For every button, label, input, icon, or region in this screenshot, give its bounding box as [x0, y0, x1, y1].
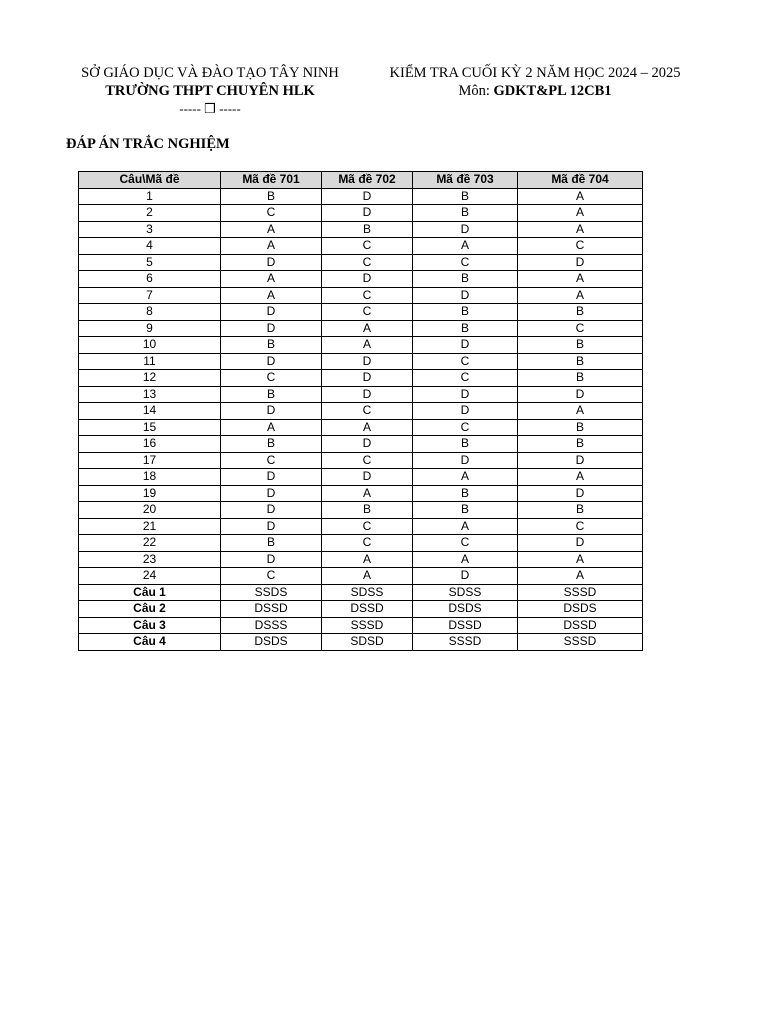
question-cell: Câu 1	[79, 584, 221, 601]
header-left	[60, 64, 360, 118]
table-row	[79, 584, 643, 601]
answer-cell: A	[221, 221, 322, 238]
answer-cell: A	[518, 221, 643, 238]
table-row	[79, 518, 643, 535]
exam-title: KIỂM TRA CUỐI KỲ 2 NĂM HỌC 2024 – 2025	[389, 65, 681, 81]
answer-cell: D	[413, 386, 518, 403]
question-cell: 18	[79, 469, 221, 486]
answer-cell: D	[413, 287, 518, 304]
table-row	[79, 419, 643, 436]
table-row	[79, 452, 643, 469]
header-separator: ----- ❒ -----	[179, 101, 241, 116]
answer-cell: C	[518, 518, 643, 535]
answer-cell: C	[518, 238, 643, 255]
answer-cell: D	[221, 320, 322, 337]
answer-cell: DSDS	[518, 601, 643, 618]
answer-cell: DSSD	[221, 601, 322, 618]
column-header: Câu\Mã đề	[79, 172, 221, 189]
answer-cell: DSDS	[413, 601, 518, 618]
question-cell: 8	[79, 304, 221, 321]
answer-cell: C	[221, 568, 322, 585]
answer-cell: C	[221, 452, 322, 469]
answer-cell: D	[221, 304, 322, 321]
question-cell: 16	[79, 436, 221, 453]
table-row	[79, 254, 643, 271]
answer-cell: A	[518, 287, 643, 304]
question-cell: 10	[79, 337, 221, 354]
question-cell: 17	[79, 452, 221, 469]
answer-key-table	[78, 171, 643, 651]
answer-cell: DSSD	[322, 601, 413, 618]
answer-cell: B	[221, 188, 322, 205]
table-header-row	[79, 172, 643, 189]
column-header: Mã đề 704	[518, 172, 643, 189]
answer-cell: A	[413, 551, 518, 568]
answer-cell: D	[413, 221, 518, 238]
answer-cell: DSSS	[221, 617, 322, 634]
table-row	[79, 304, 643, 321]
answer-cell: A	[322, 337, 413, 354]
answer-cell: C	[221, 205, 322, 222]
answer-cell: A	[221, 271, 322, 288]
answer-cell: B	[221, 535, 322, 552]
answer-cell: B	[413, 304, 518, 321]
answer-cell: A	[518, 568, 643, 585]
table-row	[79, 551, 643, 568]
answer-cell: D	[221, 551, 322, 568]
answer-cell: D	[322, 188, 413, 205]
question-cell: 2	[79, 205, 221, 222]
answer-cell: DSSD	[518, 617, 643, 634]
table-row	[79, 386, 643, 403]
answer-cell: A	[322, 419, 413, 436]
question-cell: 3	[79, 221, 221, 238]
answer-cell: C	[221, 370, 322, 387]
answer-cell: C	[413, 419, 518, 436]
section-title: ĐÁP ÁN TRẮC NGHIỆM	[66, 136, 230, 152]
answer-cell: D	[221, 353, 322, 370]
answer-cell: A	[221, 419, 322, 436]
answer-cell: A	[322, 485, 413, 502]
answer-cell: D	[413, 452, 518, 469]
answer-cell: B	[518, 353, 643, 370]
table-row	[79, 436, 643, 453]
answer-cell: B	[413, 271, 518, 288]
answer-cell: D	[322, 386, 413, 403]
answer-cell: D	[221, 254, 322, 271]
answer-cell: B	[518, 304, 643, 321]
answer-cell: B	[518, 370, 643, 387]
answer-cell: A	[518, 188, 643, 205]
table-row	[79, 617, 643, 634]
answer-cell: SSSD	[518, 634, 643, 651]
question-cell: 7	[79, 287, 221, 304]
question-cell: Câu 3	[79, 617, 221, 634]
question-cell: 9	[79, 320, 221, 337]
table-row	[79, 403, 643, 420]
answer-cell: C	[518, 320, 643, 337]
question-cell: 20	[79, 502, 221, 519]
table-row	[79, 320, 643, 337]
answer-cell: A	[413, 469, 518, 486]
answer-cell: C	[322, 287, 413, 304]
answer-cell: A	[518, 271, 643, 288]
question-cell: 23	[79, 551, 221, 568]
answer-cell: C	[322, 518, 413, 535]
answer-cell: B	[518, 337, 643, 354]
question-cell: 5	[79, 254, 221, 271]
answer-cell: B	[322, 221, 413, 238]
answer-cell: B	[413, 502, 518, 519]
header-right	[370, 64, 700, 100]
answer-cell: A	[322, 568, 413, 585]
question-cell: 6	[79, 271, 221, 288]
answer-cell: SDSD	[322, 634, 413, 651]
column-header: Mã đề 702	[322, 172, 413, 189]
answer-cell: A	[518, 205, 643, 222]
answer-cell: C	[322, 254, 413, 271]
answer-cell: DSDS	[221, 634, 322, 651]
table-row	[79, 535, 643, 552]
answer-cell: D	[322, 469, 413, 486]
answer-cell: C	[413, 370, 518, 387]
answer-cell: SSDS	[221, 584, 322, 601]
question-cell: 1	[79, 188, 221, 205]
table-row	[79, 601, 643, 618]
answer-cell: D	[221, 485, 322, 502]
answer-cell: D	[322, 271, 413, 288]
answer-cell: A	[518, 551, 643, 568]
answer-cell: D	[322, 353, 413, 370]
table-row	[79, 469, 643, 486]
question-cell: 24	[79, 568, 221, 585]
answer-cell: D	[322, 370, 413, 387]
table-row	[79, 337, 643, 354]
answer-cell: B	[413, 320, 518, 337]
answer-cell: B	[413, 205, 518, 222]
answer-cell: D	[518, 535, 643, 552]
answer-cell: SDSS	[322, 584, 413, 601]
answer-cell: D	[322, 436, 413, 453]
answer-cell: D	[322, 205, 413, 222]
answer-cell: C	[322, 535, 413, 552]
question-cell: Câu 2	[79, 601, 221, 618]
answer-cell: B	[221, 337, 322, 354]
answer-cell: A	[518, 469, 643, 486]
table-body	[79, 188, 643, 650]
answer-cell: B	[413, 436, 518, 453]
answer-cell: C	[322, 452, 413, 469]
column-header: Mã đề 703	[413, 172, 518, 189]
table-row	[79, 188, 643, 205]
answer-cell: D	[518, 485, 643, 502]
answer-cell: A	[518, 403, 643, 420]
answer-cell: D	[221, 469, 322, 486]
answer-cell: C	[413, 254, 518, 271]
answer-cell: C	[413, 535, 518, 552]
table-row	[79, 568, 643, 585]
answer-cell: A	[221, 287, 322, 304]
question-cell: 22	[79, 535, 221, 552]
answer-cell: B	[413, 485, 518, 502]
answer-cell: C	[413, 353, 518, 370]
exam-subject	[370, 82, 700, 100]
answer-cell: B	[518, 419, 643, 436]
answer-cell: SSSD	[518, 584, 643, 601]
answer-cell: SSSD	[322, 617, 413, 634]
answer-cell: C	[322, 304, 413, 321]
answer-cell: A	[322, 320, 413, 337]
answer-cell: B	[413, 188, 518, 205]
question-cell: 4	[79, 238, 221, 255]
answer-cell: A	[322, 551, 413, 568]
answer-cell: B	[221, 436, 322, 453]
answer-cell: D	[221, 403, 322, 420]
table-row	[79, 287, 643, 304]
department-name: SỞ GIÁO DỤC VÀ ĐÀO TẠO TÂY NINH	[81, 65, 339, 81]
answer-cell: D	[413, 568, 518, 585]
question-cell: 12	[79, 370, 221, 387]
question-cell: 14	[79, 403, 221, 420]
table-row	[79, 502, 643, 519]
answer-cell: B	[322, 502, 413, 519]
question-cell: Câu 4	[79, 634, 221, 651]
question-cell: 21	[79, 518, 221, 535]
school-name: TRƯỜNG THPT CHUYÊN HLK	[105, 83, 315, 99]
table-row	[79, 205, 643, 222]
answer-cell: D	[221, 502, 322, 519]
question-cell: 13	[79, 386, 221, 403]
table-row	[79, 370, 643, 387]
answer-cell: B	[518, 502, 643, 519]
answer-cell: D	[413, 337, 518, 354]
answer-cell: DSSD	[413, 617, 518, 634]
table-row	[79, 353, 643, 370]
question-cell: 15	[79, 419, 221, 436]
answer-cell: D	[413, 403, 518, 420]
answer-cell: C	[322, 238, 413, 255]
subject-label: Môn:	[458, 83, 494, 99]
answer-cell: A	[413, 238, 518, 255]
answer-cell: B	[518, 436, 643, 453]
subject-value: GDKT&PL 12CB1	[493, 83, 612, 99]
answer-cell: SSSD	[413, 634, 518, 651]
table-row	[79, 271, 643, 288]
table-row	[79, 634, 643, 651]
answer-cell: A	[221, 238, 322, 255]
answer-cell: A	[413, 518, 518, 535]
answer-cell: C	[322, 403, 413, 420]
answer-cell: D	[221, 518, 322, 535]
answer-cell: SDSS	[413, 584, 518, 601]
table-row	[79, 485, 643, 502]
answer-cell: D	[518, 386, 643, 403]
question-cell: 11	[79, 353, 221, 370]
answer-cell: D	[518, 254, 643, 271]
answer-cell: B	[221, 386, 322, 403]
question-cell: 19	[79, 485, 221, 502]
table-row	[79, 221, 643, 238]
column-header: Mã đề 701	[221, 172, 322, 189]
table-row	[79, 238, 643, 255]
answer-cell: D	[518, 452, 643, 469]
